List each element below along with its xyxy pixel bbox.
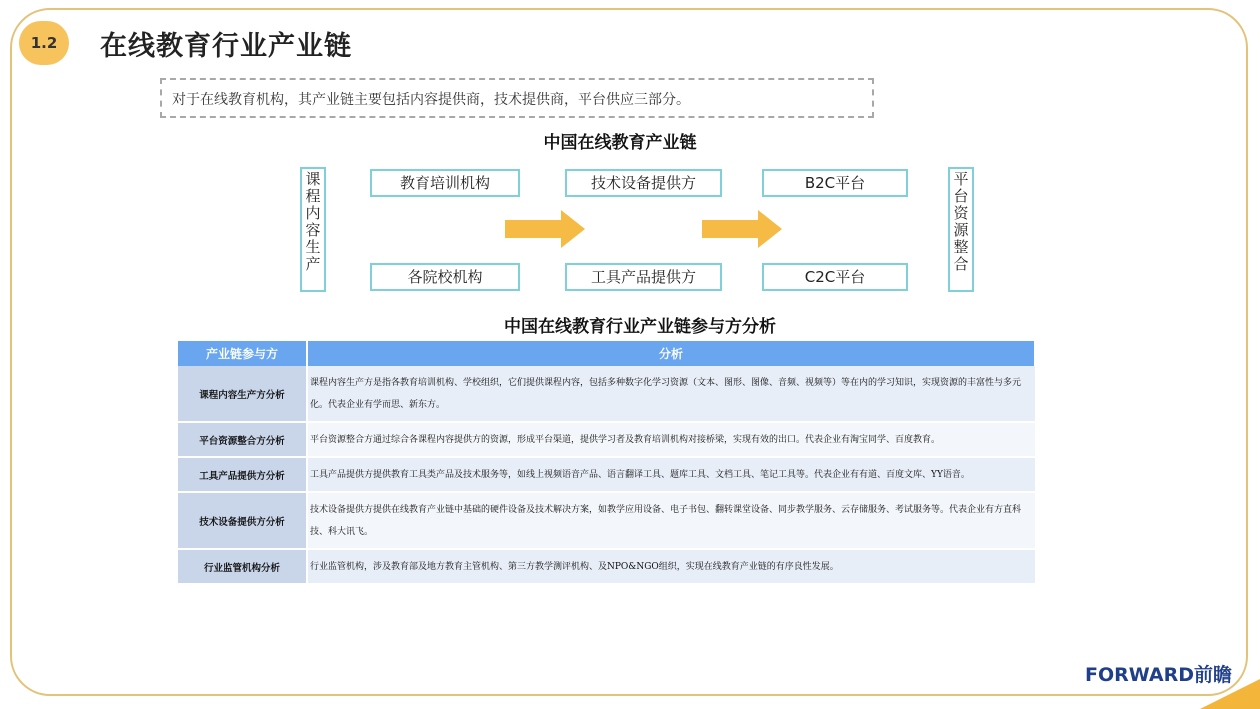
analysis-cell: 技术设备提供方提供在线教育产业链中基础的硬件设备及技术解决方案，如教学应用设备、电子书包、翻转课堂设备、同步教学服务、云存储服务、考试服务等。代表企业有方直科技、科大讯飞。 — [307, 492, 1035, 549]
table-row — [178, 422, 1035, 457]
party-cell: 工具产品提供方分析 — [178, 457, 307, 492]
analysis-cell: 行业监管机构，涉及教育部及地方教育主管机构、第三方教学测评机构、及NPO&NGO组织，实现在线教育产业链的有序良性发展。 — [307, 549, 1035, 584]
table-title: 中国在线教育行业产业链参与方分析 — [504, 317, 776, 337]
table-row — [178, 492, 1035, 549]
arrow-right-icon — [505, 210, 585, 248]
arrow-right-icon — [702, 210, 782, 248]
intro-text-box: 对于在线教育机构，其产业链主要包括内容提供商，技术提供商，平台供应三部分。 — [160, 78, 874, 118]
chain-left-label: 课程内容生产 — [300, 167, 326, 292]
chain-box-tech-equipment: 技术设备提供方 — [565, 169, 722, 197]
chain-box-tool-products: 工具产品提供方 — [565, 263, 722, 291]
chain-box-colleges: 各院校机构 — [370, 263, 520, 291]
analysis-cell: 平台资源整合方通过综合各课程内容提供方的资源，形成平台渠道，提供学习者及教育培训机构对接桥梁，实现有效的出口。代表企业有淘宝同学、百度教育。 — [307, 422, 1035, 457]
table-row — [178, 366, 1035, 422]
party-cell: 课程内容生产方分析 — [178, 366, 307, 422]
chain-title: 中国在线教育产业链 — [543, 133, 697, 153]
party-cell: 行业监管机构分析 — [178, 549, 307, 584]
chain-box-c2c: C2C平台 — [762, 263, 908, 291]
chain-box-b2c: B2C平台 — [762, 169, 908, 197]
party-cell: 技术设备提供方分析 — [178, 492, 307, 549]
analysis-cell: 课程内容生产方是指各教育培训机构、学校组织，它们提供课程内容，包括多种数字化学习资源（文本、图形、图像、音频、视频等）等在内的学习知识，实现资源的丰富性与多元化。代表企业有学而思、新东方。 — [307, 366, 1035, 422]
chain-right-label: 平台资源整合 — [948, 167, 974, 292]
table-row — [178, 549, 1035, 584]
analysis-cell: 工具产品提供方提供教育工具类产品及技术服务等，如线上视频语音产品、语言翻译工具、题库工具、文档工具、笔记工具等。代表企业有有道、百度文库、YY语音。 — [307, 457, 1035, 492]
table-header-analysis: 分析 — [307, 341, 1035, 366]
party-cell: 平台资源整合方分析 — [178, 422, 307, 457]
page-title: 在线教育行业产业链 — [100, 31, 352, 62]
section-number-badge: 1.2 — [19, 21, 69, 65]
chain-box-education-institution: 教育培训机构 — [370, 169, 520, 197]
analysis-table — [178, 341, 1036, 585]
table-header-party: 产业链参与方 — [178, 341, 307, 366]
forward-logo: FORWARD前瞻 — [1085, 664, 1232, 686]
table-row — [178, 457, 1035, 492]
